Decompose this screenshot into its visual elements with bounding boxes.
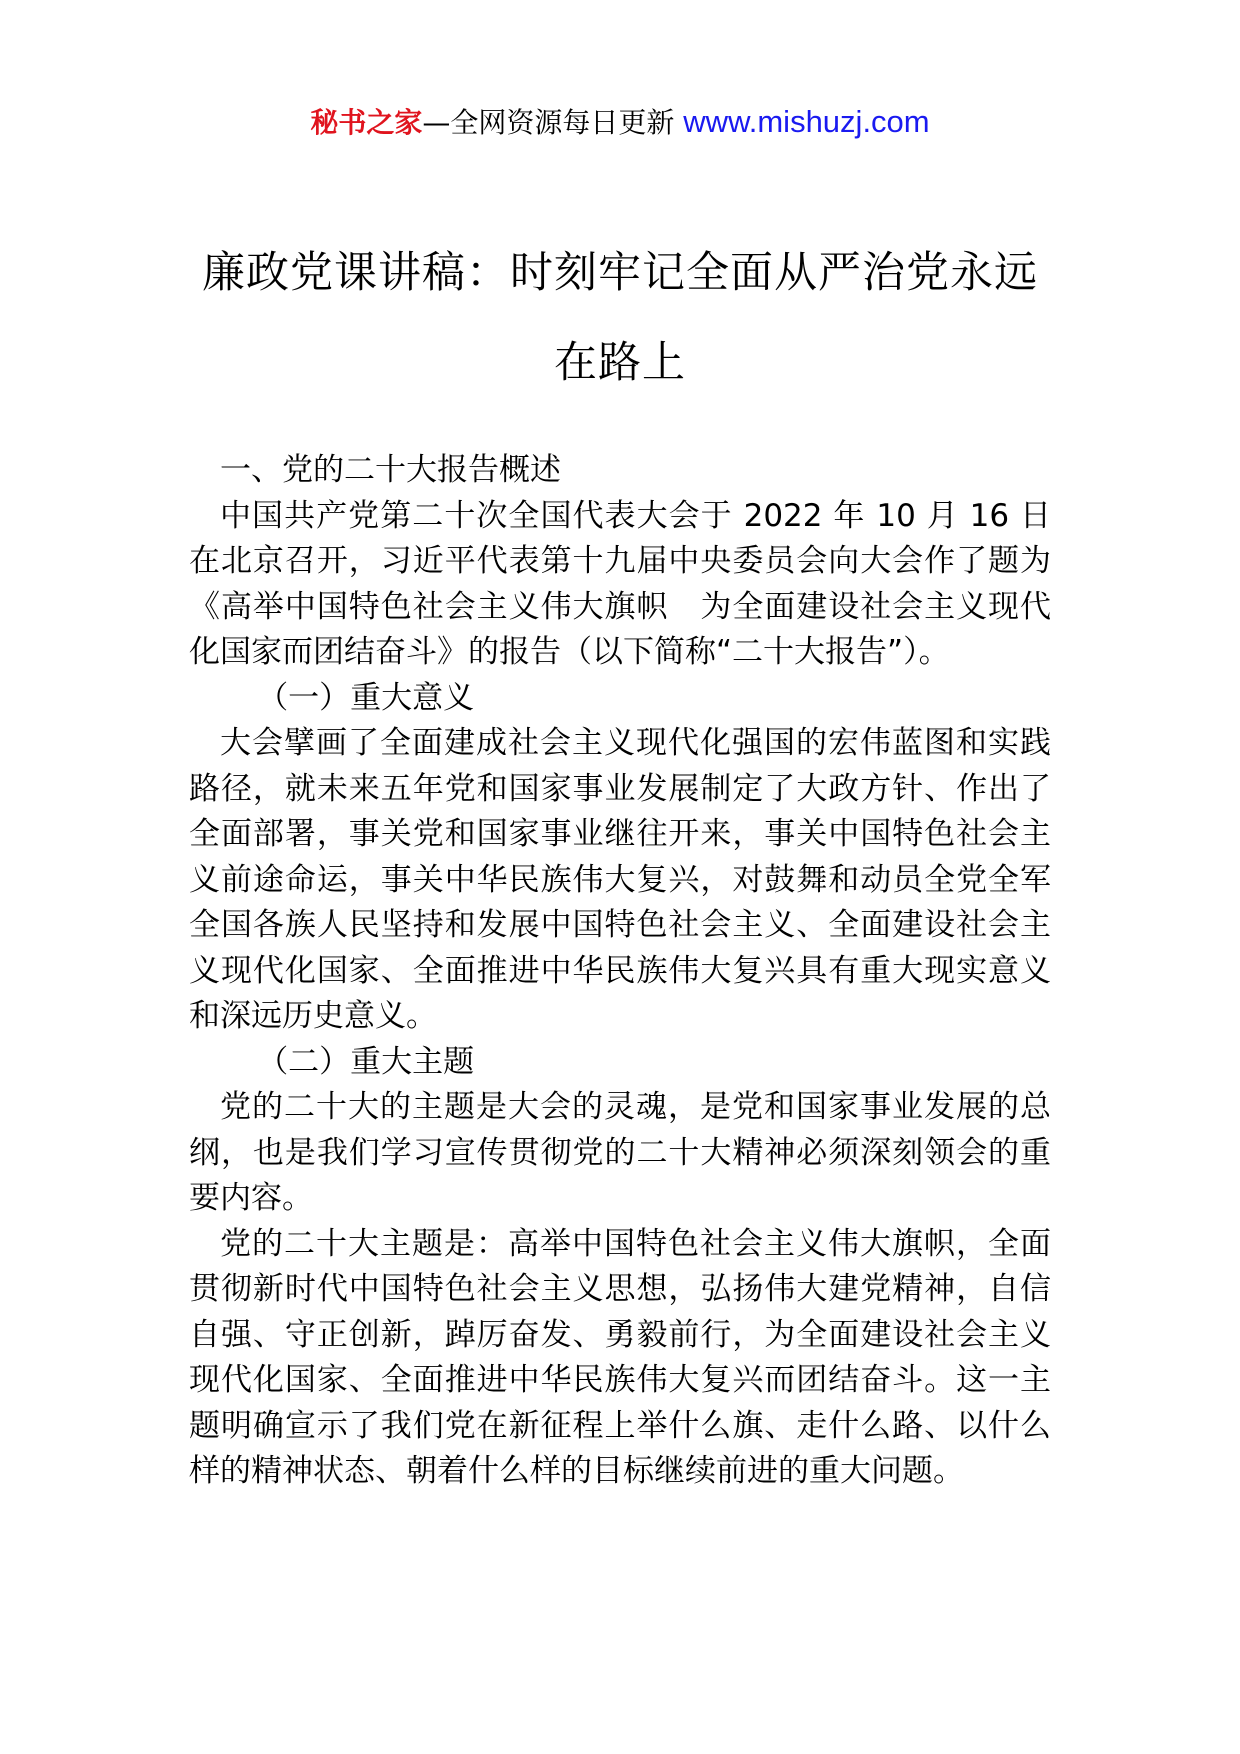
site-url-link[interactable]: www.mishuzj.com — [683, 104, 930, 139]
document-body — [189, 448, 1051, 1495]
brand-name: 秘书之家 — [310, 106, 423, 139]
body-paragraph: 大会擘画了全面建成社会主义现代化强国的宏伟蓝图和实践路径，就未来五年党和国家事业发展制定了大政方针、作出了全面部署，事关党和国家事业继往开来，事关中国特色社会主义前途命运，事关中华民族伟大复兴，对鼓舞和动员全党全军全国各族人民坚持和发展中国特色社会主义、全面建设社会主义现代化国家、全面推进中华民族伟大复兴具有重大现实意义和深远历史意义。 — [189, 725, 1051, 1034]
document-title: 廉政党课讲稿：时刻牢记全面从严治党永远在路上 — [202, 248, 1038, 388]
subsection-heading: （二）重大主题 — [257, 1043, 475, 1080]
body-paragraph: 中国共产党第二十次全国代表大会于 2022 年 10 月 16 日在北京召开，习近平代表第十九届中央委员会向大会作了题为《高举中国特色社会主义伟大旗帜 为全面建设社会主义现代化国家而团结奋斗》的报告（以下简称“二十大报告”）。 — [189, 497, 1051, 670]
section-heading: 一、党的二十大报告概述 — [220, 452, 561, 488]
banner-tagline: —全网资源每日更新 — [422, 106, 684, 139]
site-banner — [0, 102, 1240, 143]
body-paragraph: 党的二十大的主题是大会的灵魂，是党和国家事业发展的总纲，也是我们学习宣传贯彻党的二十大精神必须深刻领会的重要内容。 — [189, 1089, 1051, 1216]
subsection-heading: （一）重大意义 — [257, 679, 475, 716]
body-paragraph: 党的二十大主题是：高举中国特色社会主义伟大旗帜，全面贯彻新时代中国特色社会主义思想，弘扬伟大建党精神，自信自强、守正创新，踔厉奋发、勇毅前行，为全面建设社会主义现代化国家、全面推进中华民族伟大复兴而团结奋斗。这一主题明确宣示了我们党在新征程上举什么旗、走什么路、以什么样的精神状态、朝着什么样的目标继续前进的重大问题。 — [189, 1225, 1051, 1489]
